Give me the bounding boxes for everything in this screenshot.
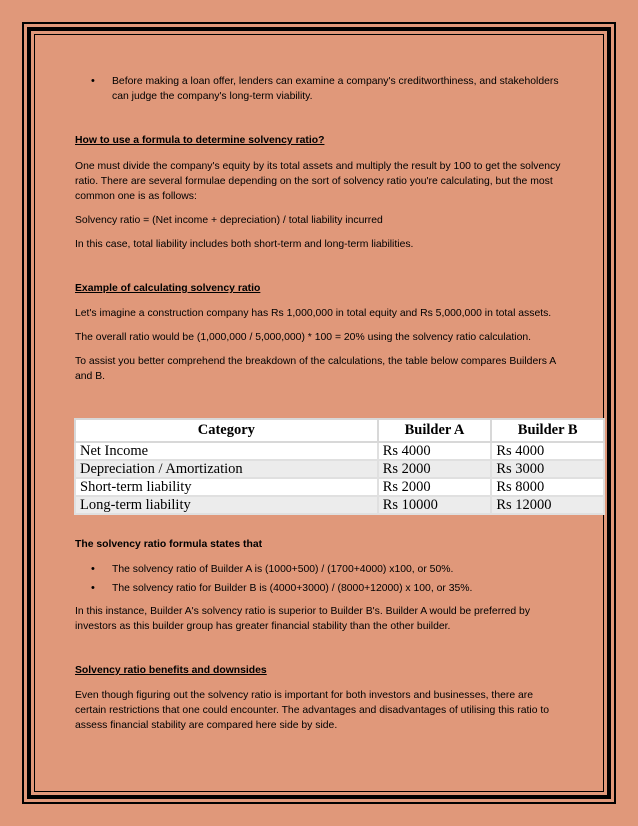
table-row — [75, 460, 604, 478]
paragraph: One must divide the company's equity by its total assets and multiply the result by 100 to get the solvency ratio. There are several formulae depending on the sort of solvency ratio you're calculating, but the most common one is as follows: — [75, 161, 561, 202]
bullet-icon: • — [91, 563, 95, 575]
section-heading-benefits: Solvency ratio benefits and downsides — [75, 665, 267, 676]
paragraph: Even though figuring out the solvency ratio is important for both investors and businesses, there are certain restrictions that one could encounter. The advantages and disadvantages of utilising this ratio to assess financial stability are compared here side by side. — [75, 690, 550, 731]
table-cell: Rs 12000 — [491, 496, 604, 514]
table-header-builder-a: Builder A — [378, 419, 492, 442]
table-cell: Rs 2000 — [378, 478, 492, 496]
table-cell: Rs 3000 — [491, 460, 604, 478]
table-row — [75, 442, 604, 460]
paragraph: In this instance, Builder A's solvency ratio is superior to Builder B's. Builder A would be preferred by investors as this builder group has greater financial stability than the other builder. — [75, 606, 531, 632]
bullet-text: The solvency ratio for Builder B is (4000+3000) / (8000+12000) x 100, or 35%. — [112, 583, 473, 594]
table-header-row — [75, 419, 604, 442]
section-heading-formula-states: The solvency ratio formula states that — [75, 539, 263, 550]
table-cell: Long-term liability — [75, 496, 378, 514]
paragraph: To assist you better comprehend the breakdown of the calculations, the table below compares Builders A and B. — [75, 356, 556, 382]
table-cell: Rs 4000 — [491, 442, 604, 460]
table-cell: Depreciation / Amortization — [75, 460, 378, 478]
intro-bullet-list — [75, 74, 565, 104]
table-row — [75, 496, 604, 514]
table-cell: Rs 8000 — [491, 478, 604, 496]
paragraph: The overall ratio would be (1,000,000 / 5,000,000) * 100 = 20% using the solvency ratio calculation. — [75, 332, 532, 343]
document-body-lower — [75, 537, 565, 733]
section-heading-example: Example of calculating solvency ratio — [75, 283, 261, 294]
table-cell: Rs 2000 — [378, 460, 492, 478]
table-header-category: Category — [75, 419, 378, 442]
formula-text: Solvency ratio = (Net income + depreciation) / total liability incurred — [75, 215, 383, 226]
intro-bullet-text: Before making a loan offer, lenders can examine a company's creditworthiness, and stakeholders can judge the company's long-term viability. — [112, 76, 559, 102]
document-body — [75, 74, 565, 384]
table-row — [75, 478, 604, 496]
paragraph: In this case, total liability includes both short-term and long-term liabilities. — [75, 239, 414, 250]
table-cell: Net Income — [75, 442, 378, 460]
bullet-icon: • — [91, 582, 95, 594]
bullet-icon: • — [91, 75, 95, 87]
list-item — [75, 74, 565, 104]
bullet-text: The solvency ratio of Builder A is (1000+500) / (1700+4000) x100, or 50%. — [112, 564, 454, 575]
table-cell: Rs 10000 — [378, 496, 492, 514]
paragraph: Let's imagine a construction company has Rs 1,000,000 in total equity and Rs 5,000,000 in total assets. — [75, 308, 552, 319]
list-item — [75, 581, 565, 596]
table-cell: Rs 4000 — [378, 442, 492, 460]
list-item — [75, 562, 565, 577]
section-heading-formula: How to use a formula to determine solvency ratio? — [75, 135, 325, 146]
table-header-builder-b: Builder B — [491, 419, 604, 442]
solvency-bullet-list — [75, 562, 565, 596]
table-cell: Short-term liability — [75, 478, 378, 496]
builders-comparison-table — [74, 418, 605, 515]
